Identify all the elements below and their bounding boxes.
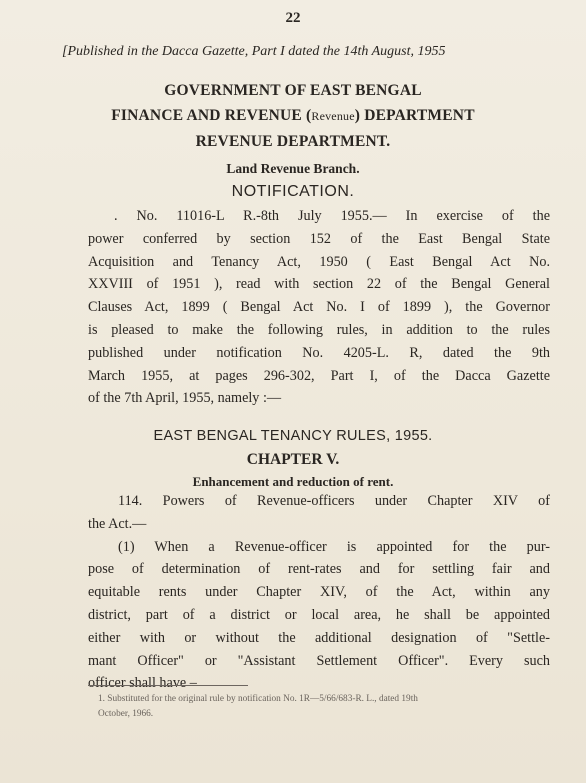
text-line: 114. Powers of Revenue-officers under Chapter XIV of bbox=[118, 493, 550, 509]
finance-heading-small: Revenue bbox=[311, 109, 355, 123]
government-heading: GOVERNMENT OF EAST BENGAL bbox=[164, 82, 422, 99]
chapter-heading: CHAPTER V. bbox=[246, 451, 340, 468]
chapter-subheading: Enhancement and reduction of rent. bbox=[192, 474, 394, 489]
text-line: is pleased to make the following rules, in addition to the rules bbox=[88, 321, 550, 338]
text-line: power conferred by section 152 of the East Bengal State bbox=[88, 230, 550, 247]
notification-paragraph bbox=[88, 205, 550, 410]
rules-heading: EAST BENGAL TENANCY RULES, 1955. bbox=[153, 428, 433, 444]
footnote-line: 1. Substituted for the original rule by notification No. 1R—5/66/683-R. L., dated 19th bbox=[98, 694, 418, 704]
text-line: March 1955, at pages 296-302, Part I, of the Dacca Gazette bbox=[88, 367, 550, 384]
text-line: (1) When a Revenue-officer is appointed for the pur- bbox=[118, 538, 550, 555]
text-line: published under notification No. 4205-L. R, dated the 9th bbox=[88, 344, 550, 361]
text-line: XXVIII of 1951 ), read with section 22 of the Bengal General bbox=[88, 276, 550, 293]
section-paragraph bbox=[88, 490, 550, 695]
text-line: Acquisition and Tenancy Act, 1950 ( East Bengal Act No. bbox=[88, 253, 550, 270]
footnote-line: October, 1966. bbox=[98, 709, 154, 719]
footnote-divider bbox=[88, 685, 248, 686]
text-line: equitable rents under Chapter XIV, of the Act, within any bbox=[88, 584, 550, 601]
text-line: of the 7th April, 1955, namely :— bbox=[88, 390, 282, 407]
footnote bbox=[98, 692, 558, 722]
text-line: mant Officer" or "Assistant Settlement Officer". Every such bbox=[88, 652, 550, 669]
text-line: district, part of a district or local area, he shall be appointed bbox=[88, 606, 550, 623]
text-line: the Act.— bbox=[88, 515, 147, 532]
text-line: Clauses Act, 1899 ( Bengal Act No. I of 1899 ), the Governor bbox=[88, 299, 550, 316]
publication-note: [Published in the Dacca Gazette, Part I dated the 14th August, 1955 bbox=[62, 44, 446, 59]
branch-heading: Land Revenue Branch. bbox=[226, 161, 360, 176]
text-line: . No. 11016-L R.-8th July 1955.— In exercise of the bbox=[114, 208, 550, 224]
finance-heading-part: FINANCE AND REVENUE ( bbox=[111, 107, 312, 124]
finance-heading bbox=[0, 107, 586, 125]
text-line: officer shall have – bbox=[88, 675, 197, 692]
notification-heading: NOTIFICATION. bbox=[231, 183, 355, 200]
finance-heading-part: ) DEPARTMENT bbox=[354, 107, 475, 124]
text-line: either with or without the additional designation of "Settle- bbox=[88, 629, 550, 646]
page-number: 22 bbox=[285, 10, 301, 26]
department-heading: REVENUE DEPARTMENT. bbox=[195, 133, 391, 150]
text-line: pose of determination of rent-rates and for settling fair and bbox=[88, 561, 550, 578]
